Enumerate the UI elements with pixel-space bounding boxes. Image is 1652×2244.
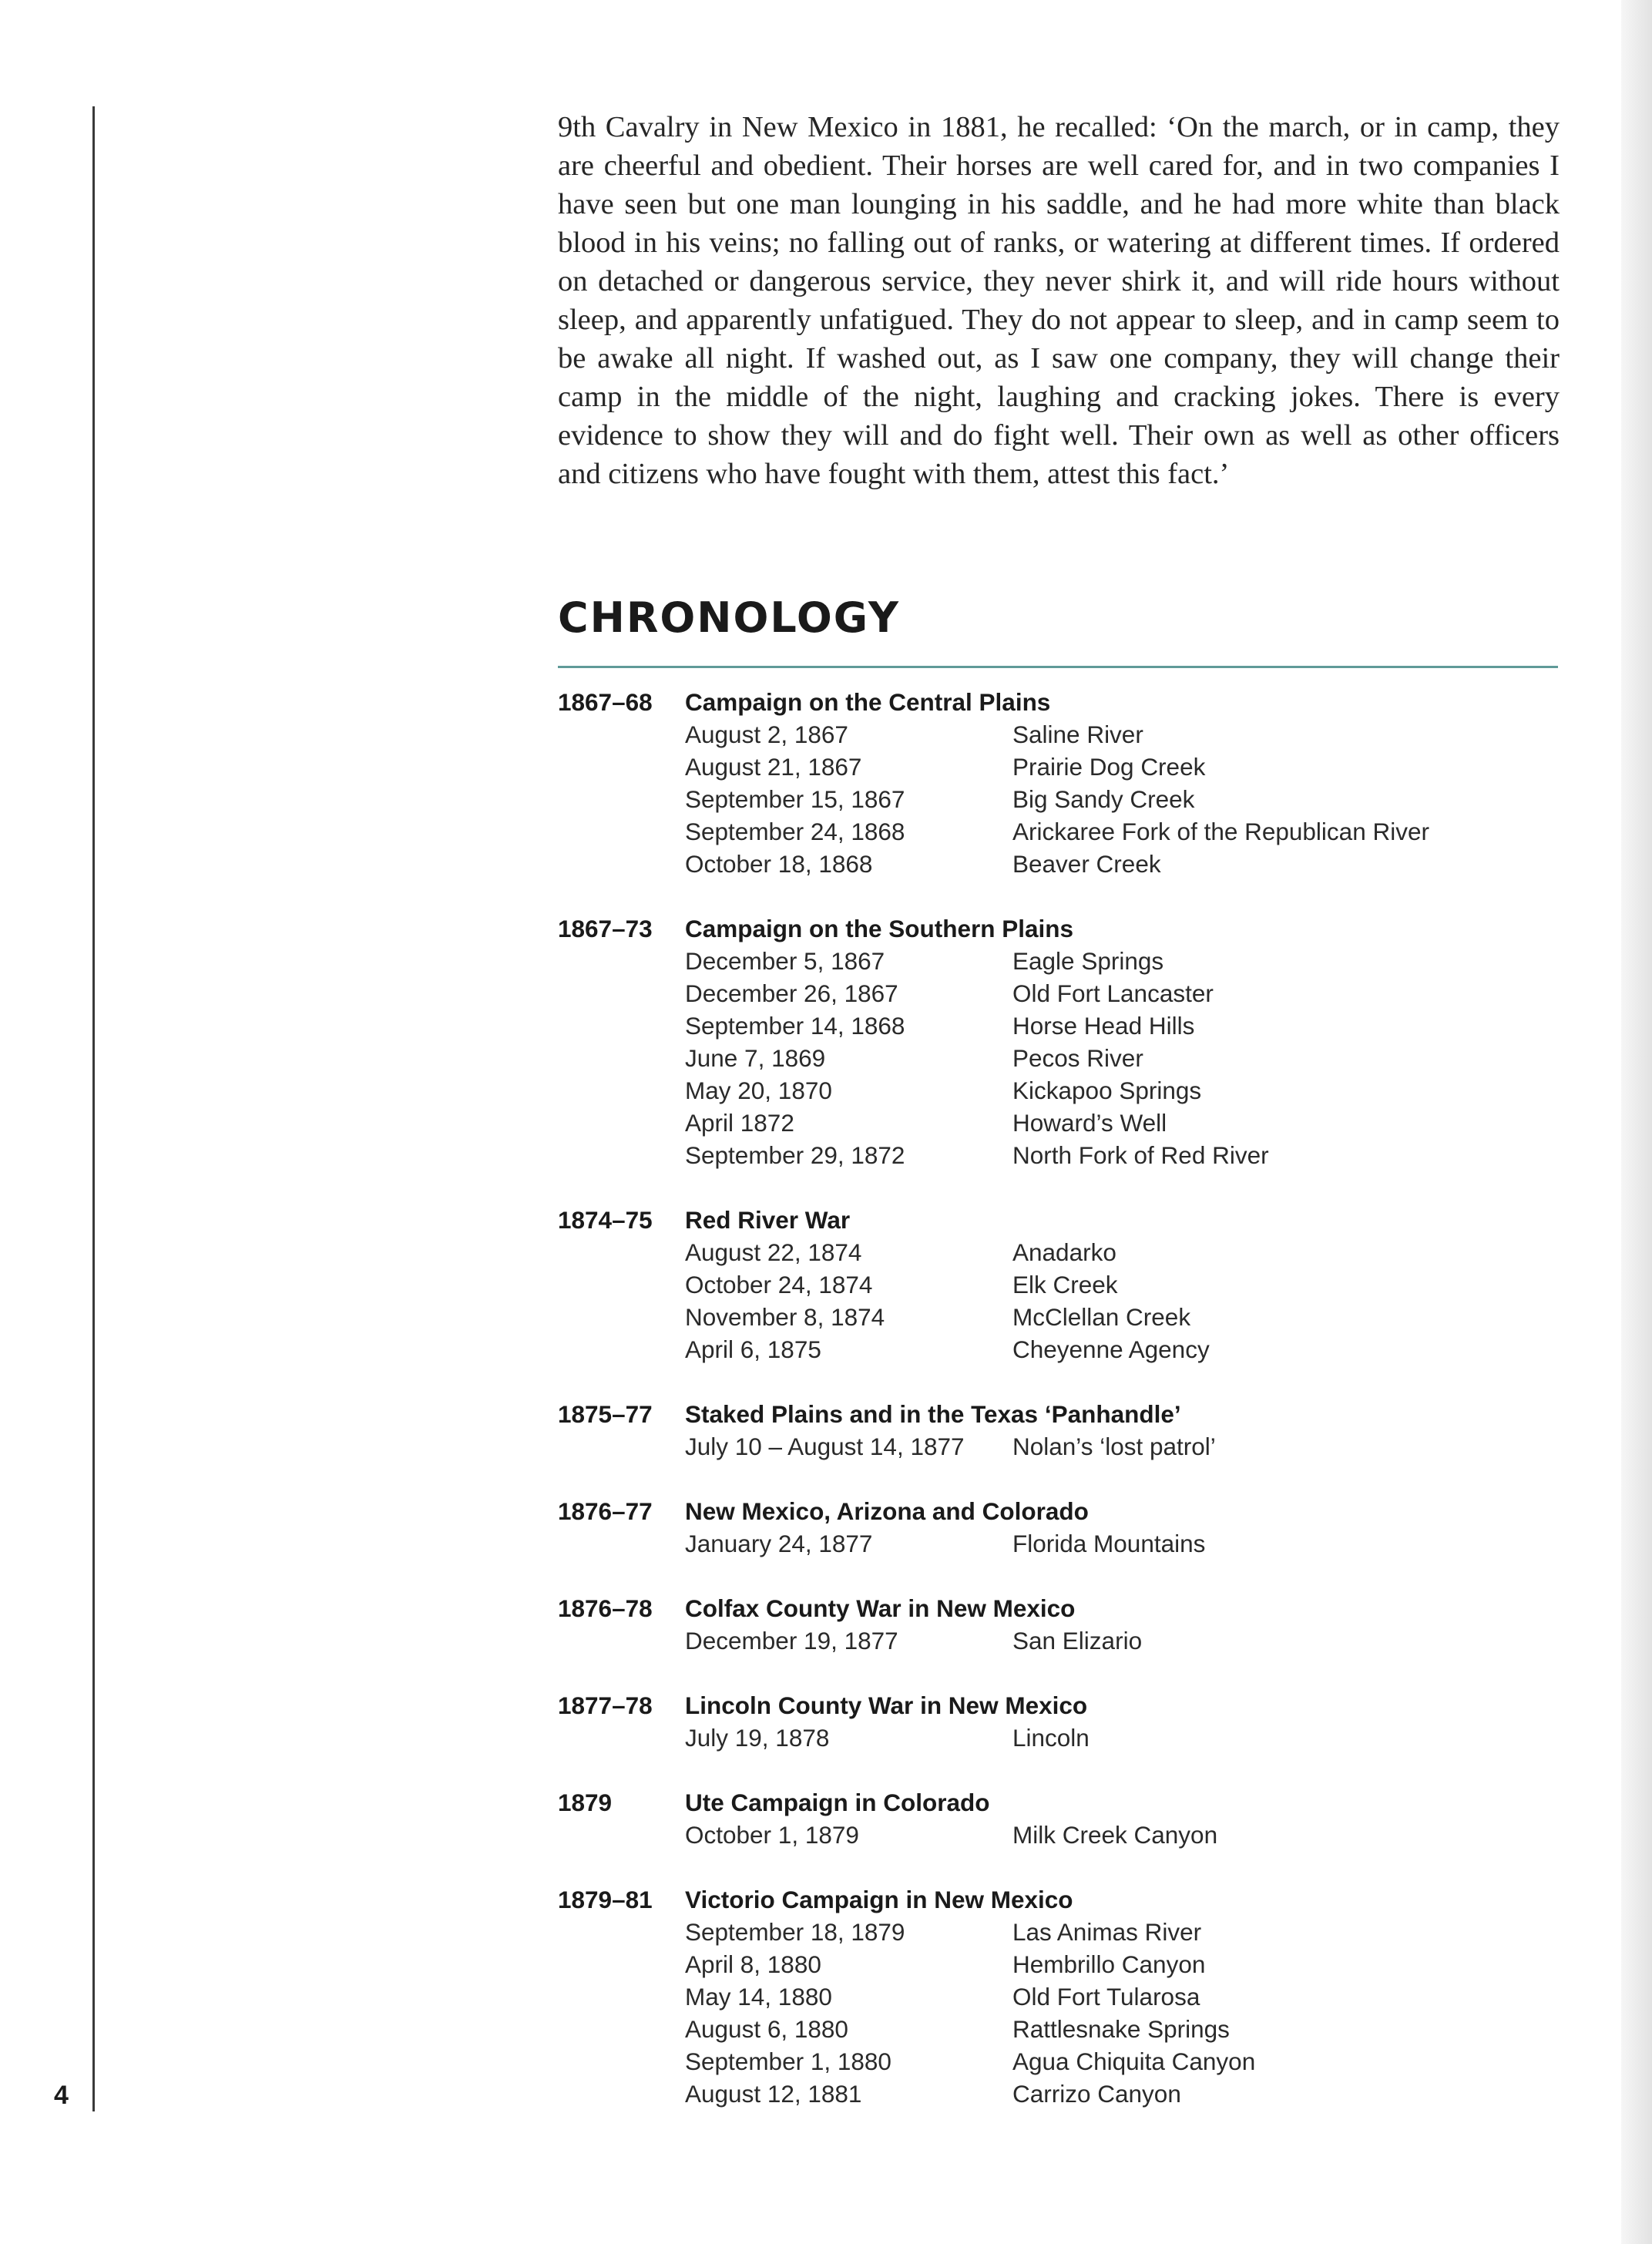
event-date: April 6, 1875 — [685, 1335, 821, 1363]
event-row — [685, 1722, 1560, 1754]
period-title: Red River War — [685, 1206, 851, 1234]
event-date: December 5, 1867 — [685, 947, 885, 975]
event-row — [685, 1819, 1560, 1851]
event-place: Old Fort Tularosa — [1012, 1983, 1200, 2011]
event-date: August 12, 1881 — [685, 2080, 862, 2108]
event-place: Elk Creek — [1012, 1271, 1118, 1298]
period-body — [685, 912, 1560, 1171]
event-date: June 7, 1869 — [685, 1044, 826, 1072]
event-place: Beaver Creek — [1012, 850, 1161, 878]
event-place: Lincoln — [1012, 1724, 1090, 1752]
event-place: Prairie Dog Creek — [1012, 753, 1206, 781]
period-years: 1879 — [558, 1789, 613, 1816]
event-row — [685, 1430, 1560, 1463]
period-years: 1875–77 — [558, 1400, 653, 1428]
period-body — [685, 1592, 1560, 1657]
event-row — [685, 1074, 1560, 1107]
event-date: August 6, 1880 — [685, 2015, 848, 2043]
event-place: Las Animas River — [1012, 1918, 1202, 1946]
chronology-period — [558, 1204, 1560, 1366]
event-row — [685, 2078, 1560, 2110]
chronology-period — [558, 1495, 1560, 1560]
event-date: September 29, 1872 — [685, 1141, 905, 1169]
event-row — [685, 1527, 1560, 1560]
period-years: 1877–78 — [558, 1691, 653, 1719]
body-paragraph: 9th Cavalry in New Mexico in 1881, he recalled: ‘On the march, or in camp, they are cheerful and obedient. Their horses are well cared for, and in two companies I have seen but one man lounging in his saddle, and he had more white than black blood in his veins; no falling out of ranks, or watering at different times. If ordered on detached or dangerous service, they never shirk it, and will ride hours without sleep, and apparently unfatigued. They do not appear to sleep, and in camp seem to be awake all night. If washed out, as I saw one company, they will change their camp in the middle of the night, laughing and cracking jokes. There is every evidence to show they will and do fight well. Their own as well as other officers and citizens who have fought with them, attest this fact.’ — [558, 111, 1560, 490]
event-date: September 14, 1868 — [685, 1012, 905, 1040]
event-date: December 26, 1867 — [685, 979, 898, 1007]
event-place: Florida Mountains — [1012, 1530, 1206, 1557]
event-row — [685, 2045, 1560, 2078]
event-place: Rattlesnake Springs — [1012, 2015, 1230, 2043]
event-row — [685, 1948, 1560, 1980]
chronology-period — [558, 1592, 1560, 1657]
period-years: 1867–73 — [558, 915, 653, 942]
chronology-list — [558, 686, 1560, 2142]
event-row — [685, 751, 1560, 783]
page-number: 4 — [54, 2081, 69, 2110]
chronology-period — [558, 1689, 1560, 1754]
event-row — [685, 2013, 1560, 2045]
event-row — [685, 1916, 1560, 1948]
chronology-period — [558, 912, 1560, 1171]
event-row — [685, 718, 1560, 751]
event-place: Old Fort Lancaster — [1012, 979, 1214, 1007]
event-row — [685, 1333, 1560, 1366]
event-place: McClellan Creek — [1012, 1303, 1191, 1331]
period-body — [685, 1495, 1560, 1560]
period-years: 1876–78 — [558, 1594, 653, 1622]
period-title: Campaign on the Southern Plains — [685, 915, 1074, 942]
event-place: Agua Chiquita Canyon — [1012, 2047, 1256, 2075]
event-row — [685, 1301, 1560, 1333]
event-date: September 1, 1880 — [685, 2047, 891, 2075]
chronology-period — [558, 1398, 1560, 1463]
event-place: Milk Creek Canyon — [1012, 1821, 1218, 1849]
event-place: Arickaree Fork of the Republican River — [1012, 818, 1429, 845]
event-row — [685, 1107, 1560, 1139]
event-place: Pecos River — [1012, 1044, 1143, 1072]
event-row — [685, 945, 1560, 977]
period-body — [685, 1689, 1560, 1754]
event-row — [685, 1042, 1560, 1074]
period-years: 1876–77 — [558, 1497, 653, 1525]
chronology-period — [558, 686, 1560, 880]
period-years: 1874–75 — [558, 1206, 653, 1234]
period-body — [685, 1204, 1560, 1366]
event-place: San Elizario — [1012, 1627, 1143, 1654]
section-title: CHRONOLOGY — [558, 593, 901, 642]
event-date: October 24, 1874 — [685, 1271, 873, 1298]
event-row — [685, 1980, 1560, 2013]
event-date: November 8, 1874 — [685, 1303, 885, 1331]
event-date: September 18, 1879 — [685, 1918, 905, 1946]
event-date: October 1, 1879 — [685, 1821, 859, 1849]
event-place: Carrizo Canyon — [1012, 2080, 1181, 2108]
event-date: December 19, 1877 — [685, 1627, 898, 1654]
period-title: Staked Plains and in the Texas ‘Panhandle’ — [685, 1400, 1181, 1428]
event-place: Hembrillo Canyon — [1012, 1950, 1206, 1978]
period-body — [685, 1883, 1560, 2110]
event-place: Horse Head Hills — [1012, 1012, 1195, 1040]
event-place: Eagle Springs — [1012, 947, 1164, 975]
period-title: Campaign on the Central Plains — [685, 688, 1051, 716]
event-date: August 21, 1867 — [685, 753, 862, 781]
period-years: 1879–81 — [558, 1886, 653, 1913]
event-row — [685, 848, 1560, 880]
event-date: May 20, 1870 — [685, 1077, 832, 1104]
event-date: April 8, 1880 — [685, 1950, 821, 1978]
period-years: 1867–68 — [558, 688, 653, 716]
event-place: Big Sandy Creek — [1012, 785, 1195, 813]
event-row — [685, 1268, 1560, 1301]
event-date: July 19, 1878 — [685, 1724, 830, 1752]
period-title: Colfax County War in New Mexico — [685, 1594, 1076, 1622]
event-place: Saline River — [1012, 721, 1143, 748]
event-date: August 2, 1867 — [685, 721, 848, 748]
event-date: September 24, 1868 — [685, 818, 905, 845]
period-title: New Mexico, Arizona and Colorado — [685, 1497, 1089, 1525]
period-body — [685, 686, 1560, 880]
event-date: January 24, 1877 — [685, 1530, 873, 1557]
event-date: August 22, 1874 — [685, 1238, 862, 1266]
event-row — [685, 1009, 1560, 1042]
event-place: Howard’s Well — [1012, 1109, 1167, 1137]
period-title: Ute Campaign in Colorado — [685, 1789, 990, 1816]
event-place: Anadarko — [1012, 1238, 1116, 1266]
event-date: July 10 – August 14, 1877 — [685, 1433, 965, 1460]
event-row — [685, 815, 1560, 848]
event-row — [685, 977, 1560, 1009]
chronology-period — [558, 1883, 1560, 2110]
period-body — [685, 1398, 1560, 1463]
title-rule — [558, 666, 1558, 668]
page-edge-shadow — [1621, 0, 1652, 2244]
event-row — [685, 1236, 1560, 1268]
event-place: Kickapoo Springs — [1012, 1077, 1202, 1104]
event-date: May 14, 1880 — [685, 1983, 832, 2011]
event-row — [685, 1624, 1560, 1657]
period-title: Victorio Campaign in New Mexico — [685, 1886, 1073, 1913]
event-row — [685, 1139, 1560, 1171]
event-date: April 1872 — [685, 1109, 794, 1137]
event-place: Nolan’s ‘lost patrol’ — [1012, 1433, 1216, 1460]
event-place: North Fork of Red River — [1012, 1141, 1269, 1169]
event-row — [685, 783, 1560, 815]
event-place: Cheyenne Agency — [1012, 1335, 1210, 1363]
period-body — [685, 1786, 1560, 1851]
period-title: Lincoln County War in New Mexico — [685, 1691, 1088, 1719]
chronology-period — [558, 1786, 1560, 1851]
event-date: September 15, 1867 — [685, 785, 905, 813]
margin-rule — [92, 106, 95, 2111]
event-date: October 18, 1868 — [685, 850, 873, 878]
